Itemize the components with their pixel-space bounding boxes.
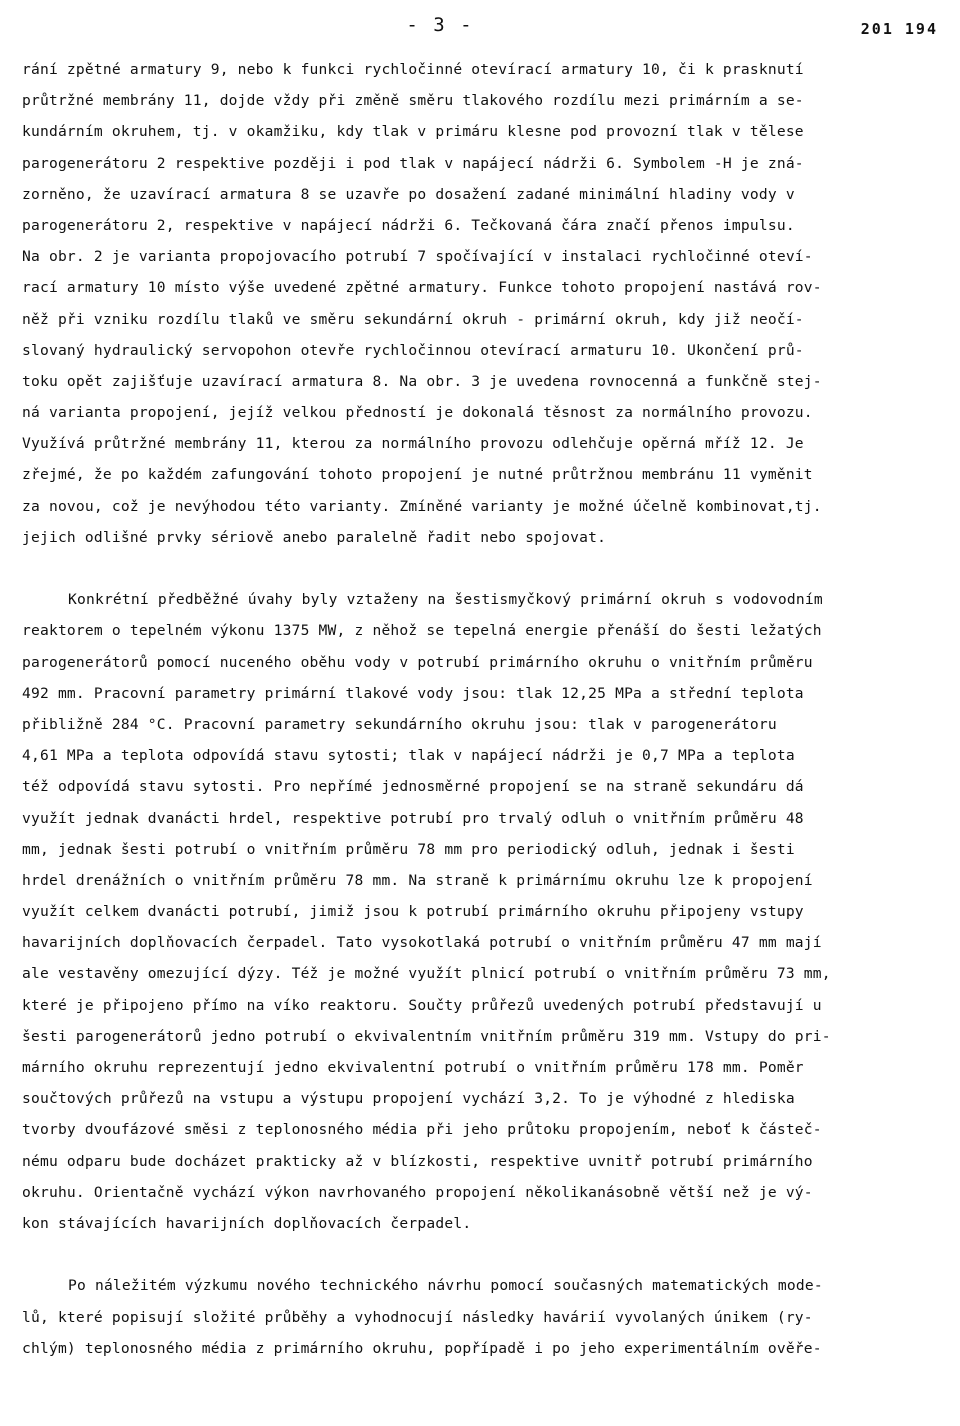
paragraph-gap xyxy=(22,1239,940,1270)
text-line: Konkrétní předběžné úvahy byly vztaženy na šestismyčkový primární okruh s vodovodním xyxy=(68,591,823,609)
paragraph-gap xyxy=(22,553,940,584)
text-line: toku opět zajišťuje uzavírací armatura 8. Na obr. 3 je uvedena rovnocenná a funkčně stej- xyxy=(22,372,822,390)
text-line: lů, které popisují složité průběhy a vyhodnocují následky havárií vyvolaných únikem (ry- xyxy=(22,1308,813,1326)
text-line: za novou, což je nevýhodou této varianty. Zmíněné varianty je možné účelně kombinovat,tj. xyxy=(22,497,822,515)
paragraph xyxy=(22,584,940,1239)
text-line: parogenerátoru 2 respektive později i pod tlak v napájecí nádrži 6. Symbolem -H je zná- xyxy=(22,154,804,172)
text-line: součtových průřezů na vstupu a výstupu propojení vychází 3,2. To je výhodné z hlediska xyxy=(22,1090,795,1108)
text-line: průtržné membrány 11, dojde vždy při změně směru tlakového rozdílu mezi primárním a se- xyxy=(22,92,804,110)
text-line: márního okruhu reprezentují jedno ekvivalentní potrubí o vnitřním průměru 178 mm. Poměr xyxy=(22,1059,804,1076)
text-line: ale vestavěny omezující dýzy. Též je možné využít plnicí potrubí o vnitřním průměru 73 mm, xyxy=(22,965,831,983)
text-line: 492 mm. Pracovní parametry primární tlakové vody jsou: tlak 12,25 MPa a střední teplota xyxy=(22,684,804,702)
paragraph xyxy=(22,54,940,553)
text-line: Po náležitém výzkumu nového technického návrhu pomocí současných matematických mode- xyxy=(68,1277,823,1295)
text-line: okruhu. Orientačně vychází výkon navrhovaného propojení několikanásobně větší než je vý- xyxy=(22,1183,813,1201)
text-line: kundárním okruhem, tj. v okamžiku, kdy tlak v primáru klesne pod provozní tlak v tělese xyxy=(22,123,804,141)
text-line: Na obr. 2 je varianta propojovacího potrubí 7 spočívající v instalaci rychločinné oteví- xyxy=(22,248,813,266)
text-line: využít celkem dvanácti potrubí, jimiž jsou k potrubí primárního okruhu připojeny vstupy xyxy=(22,903,804,921)
text-line: parogenerátorů pomocí nuceného oběhu vody v potrubí primárního okruhu o vnitřním průměru xyxy=(22,653,813,671)
text-line: mm, jednak šesti potrubí o vnitřním průměru 78 mm pro periodický odluh, jednak i šesti xyxy=(22,840,795,858)
text-line: kon stávajících havarijních doplňovacích čerpadel. xyxy=(22,1214,472,1232)
body-text xyxy=(22,54,940,1364)
text-line: ná varianta propojení, jejíž velkou předností je dokonalá těsnost za normálního provozu. xyxy=(22,404,813,422)
text-line: tvorby dvoufázové směsi z teplonosného média při jeho průtoku propojením, neboť k částeč- xyxy=(22,1121,822,1139)
text-line: hrdel drenážních o vnitřním průměru 78 mm. Na straně k primárnímu okruhu lze k propojení xyxy=(22,871,813,889)
text-line: nému odparu bude docházet prakticky až v blízkosti, respektive uvnitř potrubí primárního xyxy=(22,1152,813,1170)
text-line: reaktorem o tepelném výkonu 1375 MW, z něhož se tepelná energie přenáší do šesti ležatých xyxy=(22,622,822,640)
text-line: zřejmé, že po každém zafungování tohoto propojení je nutné průtržnou membránu 11 vyměnit xyxy=(22,466,813,484)
text-line: jejich odlišné prvky sériově anebo paralelně řadit nebo spojovat. xyxy=(22,528,607,546)
text-line: havarijních doplňovacích čerpadel. Tato vysokotlaká potrubí o vnitřním průměru 47 mm mají xyxy=(22,934,822,952)
text-line: Využívá průtržné membrány 11, kterou za normálního provozu odlehčuje opěrná mříž 12. Je xyxy=(22,435,804,453)
text-line: chlým) teplonosného média z primárního okruhu, popřípadě i po jeho experimentálním ověře- xyxy=(22,1339,822,1357)
text-line: zorněno, že uzavírací armatura 8 se uzavře po dosažení zadané minimální hladiny vody v xyxy=(22,185,795,203)
page-header xyxy=(0,14,960,44)
text-line: slovaný hydraulický servopohon otevře rychločinnou otevírací armaturu 10. Ukončení prů- xyxy=(22,341,804,359)
page-number: - 3 - xyxy=(406,14,474,36)
text-line: rání zpětné armatury 9, nebo k funkci rychločinné otevírací armatury 10, či k prasknutí xyxy=(22,61,804,78)
text-line: též odpovídá stavu sytosti. Pro nepřímé jednosměrné propojení se na straně sekundáru dá xyxy=(22,778,804,796)
text-line: 4,61 MPa a teplota odpovídá stavu sytosti; tlak v napájecí nádrži je 0,7 MPa a teplota xyxy=(22,747,795,765)
document-number: 201 194 xyxy=(860,20,938,38)
text-line: něž při vzniku rozdílu tlaků ve směru sekundární okruh - primární okruh, kdy již neočí- xyxy=(22,310,804,328)
paragraph xyxy=(22,1270,940,1364)
text-line: přibližně 284 °C. Pracovní parametry sekundárního okruhu jsou: tlak v parogenerátoru xyxy=(22,715,777,733)
text-line: parogenerátoru 2, respektive v napájecí nádrži 6. Tečkovaná čára značí přenos impulsu. xyxy=(22,216,795,234)
text-line: využít jednak dvanácti hrdel, respektive potrubí pro trvalý odluh o vnitřním průměru 48 xyxy=(22,809,804,827)
text-line: šesti parogenerátorů jedno potrubí o ekvivalentním vnitřním průměru 319 mm. Vstupy do pri- xyxy=(22,1027,831,1045)
text-line: rací armatury 10 místo výše uvedené zpětné armatury. Funkce tohoto propojení nastává rov- xyxy=(22,279,822,297)
text-line: které je připojeno přímo na víko reaktoru. Součty průřezů uvedených potrubí představují u xyxy=(22,996,822,1014)
